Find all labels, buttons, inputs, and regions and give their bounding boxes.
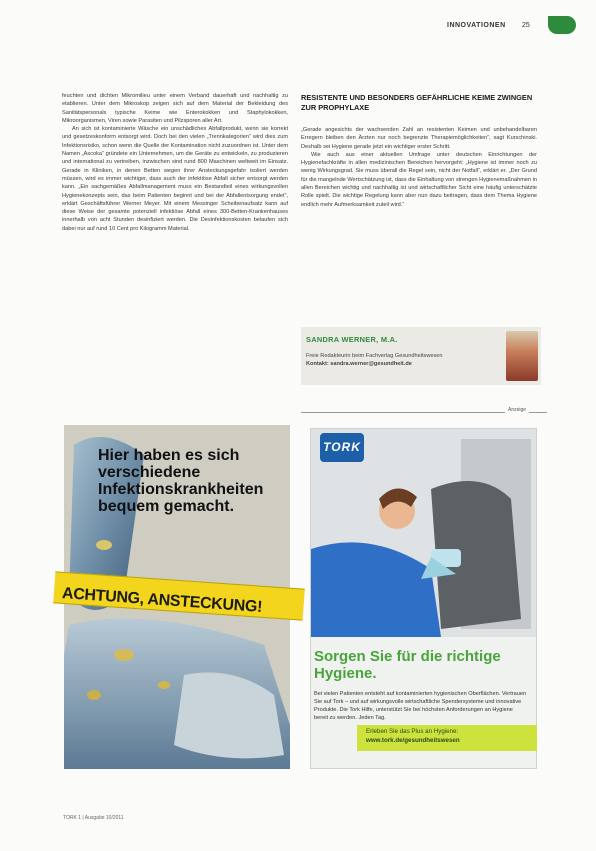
cta-line: Erleben Sie das Plus an Hygiene: <box>366 728 459 735</box>
cta-link[interactable]: www.tork.de/gesundheitswesen <box>366 737 460 744</box>
footer: TORK 1 | Ausgabe 10/2011 <box>63 815 124 821</box>
paragraph: Wie auch aus einer aktuellen Umfrage unter deutschen Einrichtungen der Hygienefachkräfte in allen medizinischen Bereichen hervorgeht: „Hygiene ist immer noch zu wenig Wirkungsgrad. Sie muss überall die Regel sein, nicht der Notfall“, erklärt er. „Der Grund für die mangelnde Wertschätzung ist, dass die Einhaltung von strengen Hygienemaßnahmen in allen Bereichen wichtig und nachhaltig ist und wirtschaftlicher Sicht eine häufig unterschätzte Rolle spielt. Die wichtige Regelung kann aber nun dazu beitragen, dass dem Thema Hygiene endlich mehr Aufmerksamkeit zuteil wird.“ <box>301 151 537 208</box>
author-photo <box>506 331 538 381</box>
page-number: 25 <box>522 22 530 29</box>
ad-right-headline: Sorgen Sie für die richtige Hygiene. <box>314 648 501 682</box>
ad-right-body: Bei vielen Patienten entsteht auf kontaminierten hygienischen Oberflächen. Vertrauen Sie auf Tork – und auf wirkungsvolle wirtschaftliche Spendersysteme und innovative Produkte. Die Tork Hilfe, unterstützt Sie bei höchsten Anforderungen an Hygiene bereit zu werden. Jeden Tag. <box>314 691 527 721</box>
author-contact[interactable]: Kontakt: sandra.werner@gesundheit.de <box>306 361 412 367</box>
paragraph: An sich ist kontaminierte Wäsche ein unschädliches Abfallprodukt, wenn sie korrekt und gesetzeskonform entsorgt wird. Doch bei den vielen „Trennkategorien“ wird dies zum Infektionsrisiko, schon wenn die Quelle der Kontamination nicht zuzuordnen ist. Unter dem Namen „Ascoka“ gründete ein Unternehmen, um die Geräte zu entwickeln, zu produzieren und international zu vertreiben, inzwischen sind rund 800 Maschinen weltweit im Einsatz. Gerade in Kliniken, in denen Betten wegen ihrer Ansteckungsgefahr isoliert werden müssen, wird es immer wichtiger, dass auch der infektiöse Abfall sicher entsorgt werden kann. „Ein sachgemäßes Abfallmanagement muss ein Bestandteil eines wirkungsvollen Hygienekonzepts sein, das beim Patienten beginnt und bei der Abfallentsorgung endet“, erklärt Geschäftsführer Werner Meyer. Mit einem Messinger Scheibenaufsatz kann auf diese Weise der gesamte potenziell infektiöse Abfall eines 300-Betten-Krankenhauses innerhalb von acht Stunden desinfiziert werden. Die Desinfektionskosten belaufen sich dabei nur auf rund 10 Cent pro Kilogramm Material. <box>62 126 288 232</box>
author-name: SANDRA WERNER, M.A. <box>306 335 398 344</box>
section-label: INNOVATIONEN <box>447 22 506 29</box>
tork-logo: TORK <box>320 433 364 462</box>
paragraph: „Gerade angesichts der wachsenden Zahl an resistenten Keimen und unbehandelbaren Erregern bleiben den Ärzten nur noch begrenzte Therapiemöglichkeiten“, sagt Kurschinski. Deshalb sei Hygiene gerade jetzt ein wichtiger erster Schritt. <box>301 127 537 150</box>
section-heading: RESISTENTE UND BESONDERS GEFÄHRLICHE KEIME ZWINGEN ZUR PROPHYLAXE <box>301 93 533 112</box>
article-column-2 <box>301 126 537 209</box>
ad-label: Anzeige <box>505 407 529 413</box>
paragraph: feuchten und dichten Mikromilieu unter einem Verband dauerhaft und nachhaltig zu etablieren. Unter dem Mikroskop zeigen sich auf dem Material der Bekleidung des Sanitätspersonals typische Keime wie Enterokokken und Staphylokokken, Mikroorganismen, Viren sowie Parasiten und Pilzsporen aller Art. <box>62 93 288 124</box>
author-info <box>306 352 506 368</box>
author-role: Freie Redakteurin beim Fachverlag Gesundheitswesen <box>306 353 443 359</box>
article-column-1 <box>62 92 288 233</box>
ad-left-headline: Hier haben es sich verschiedene Infektionskrankheiten bequem gemacht. <box>98 447 264 515</box>
warning-tape-text: ACHTUNG, ANSTECKUNG! <box>61 585 263 616</box>
leaf-icon <box>548 16 576 34</box>
